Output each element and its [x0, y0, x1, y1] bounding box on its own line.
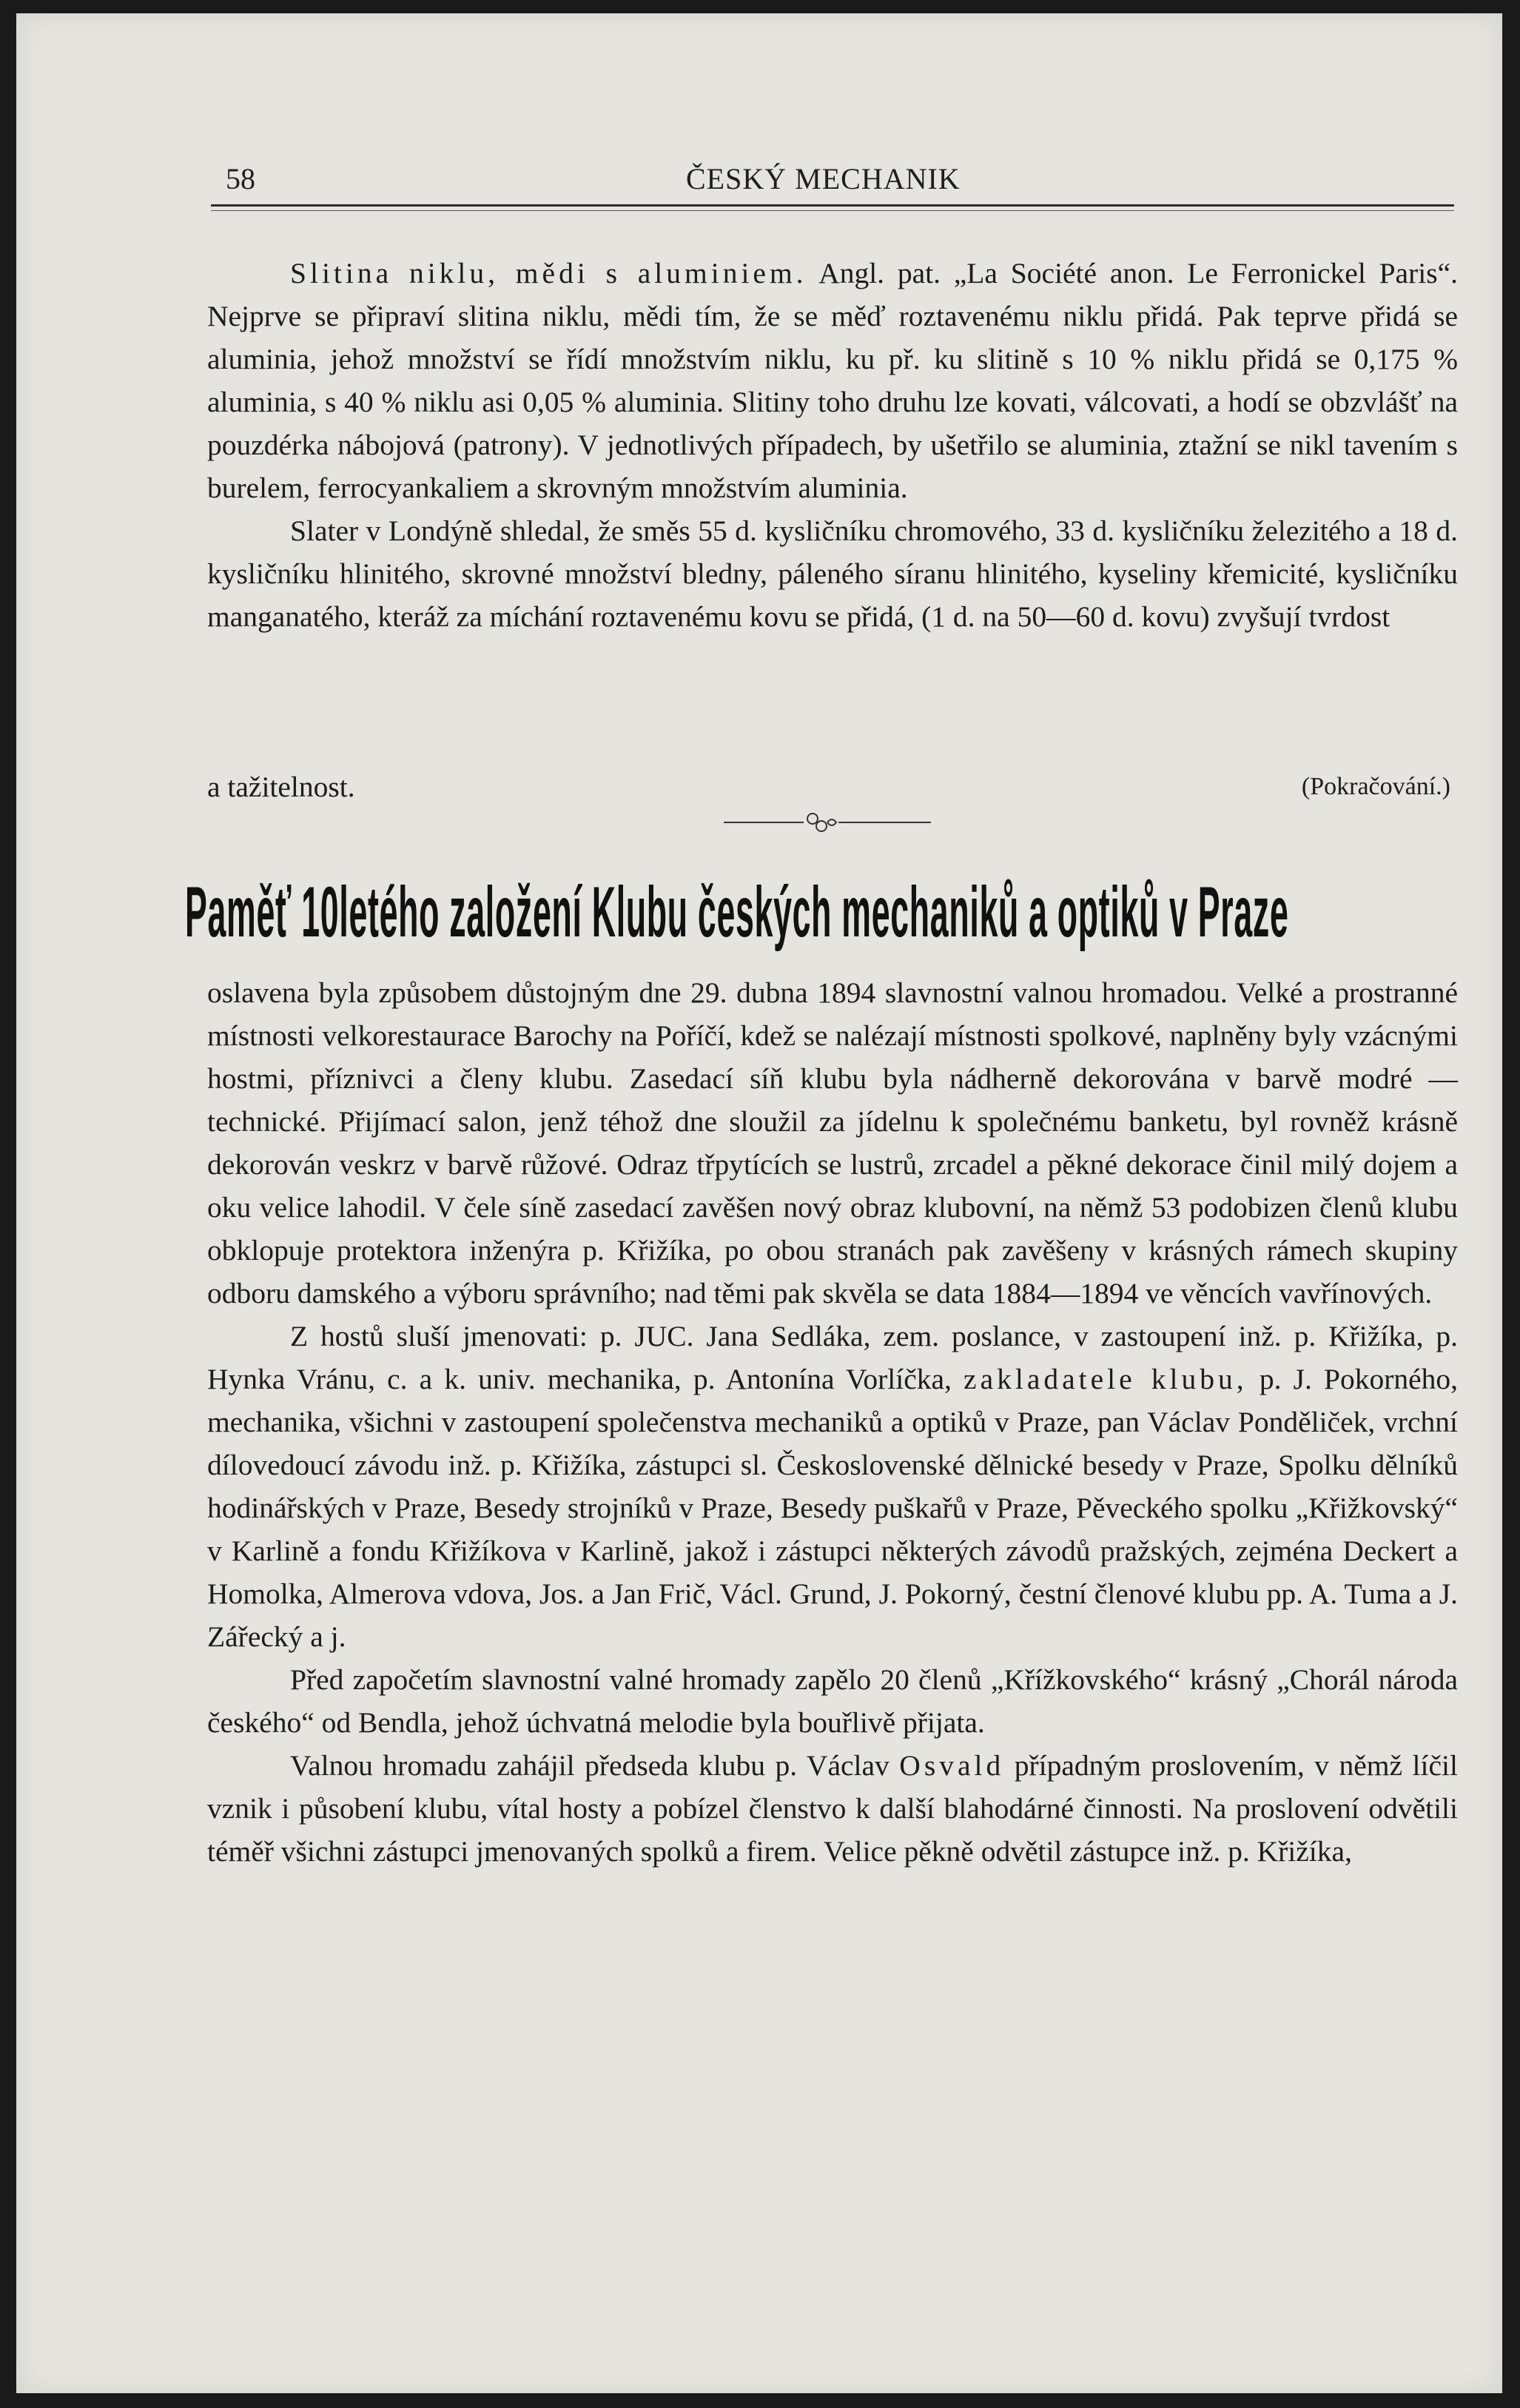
paragraph — [207, 1744, 1458, 1873]
page-number: 58 — [226, 162, 255, 195]
paragraph — [207, 1315, 1458, 1658]
header-rule-thin — [211, 210, 1454, 211]
header-rule-thick — [211, 204, 1454, 207]
paragraph-text: Valnou hromadu zahájil předseda klubu p. Václav — [290, 1749, 900, 1782]
spaced-text: zakladatele klubu, — [964, 1363, 1248, 1395]
spaced-lead: Slitina niklu, mědi s aluminiem. — [290, 257, 807, 289]
paragraph-last-line: a tažitelnost. — [207, 771, 355, 803]
paragraph-text: p. J. Pokorného, mechanika, všichni v zastoupení společenstva mechaniků a optiků v Praze, pan Václav Ponděliček, vrchní dílovedoucí závodu inž. p. Křižíka, zástupci sl. Československé dělnické besedy v Praze, Spolku dělníků hodinářských v Praze, Besedy strojníků v Praze, Besedy puškařů v Praze, Pěveckého spolku „Křižkovský“ v Karlině a fondu Křižíkova v Karlině, jakož i zástupci některých závodů pražských, zejména Deckert a Homolka, Almerova vdova, Jos. a Jan Frič, Václ. Grund, J. Pokorný, čestní členové klubu pp. A. Tuma a J. Zářecký a j. — [207, 1363, 1459, 1653]
paragraph: Slater v Londýně shledal, že směs 55 d. kysličníku chromového, 33 d. kysličníku železitého a 18 d. kysličníku hlinitého, skrovné množství bledny, páleného síranu hlinitého, kyseliny křemicité, kysličníku manganatého, kteráž za míchání roztavenému kovu se přidá, (1 d. na 50—60 d. kovu) zvyšují tvrdost — [207, 514, 1458, 633]
paragraph-text: případným proslovením, v němž líčil vznik i působení klubu, vítal hosty a pobízel členstvo k další blahodárné činnosti. Na proslovení odvětili téměř všichni zástupci jmenovaných spolků a firem. Velice pěkně odvětil zástupce inž. p. Křižíka, — [207, 1749, 1458, 1868]
continued-note: (Pokračování.) — [1301, 773, 1450, 800]
journal-title: ČESKÝ MECHANIK — [686, 162, 961, 195]
paragraph — [207, 252, 1458, 509]
paragraph-text: Angl. pat. „La Société anon. Le Ferronickel Paris“. Nejprve se připraví slitina niklu, mědi tím, že se měď roztavenému niklu přidá. Pak teprve přidá se aluminia, jehož množství se řídí množstvím niklu, ku př. ku slitině s 10 % niklu přidá se 0,175 % aluminia, s 40 % niklu asi 0,05 % aluminia. Slitiny toho druhu lze kovati, válcovati, a hodí se obzvlášť na pouzdérka nábojová (patrony). V jednotlivých případech, by ušetřilo se aluminia, ztažní se nikl tavením s burelem, ferrocyankaliem a skrovným množstvím aluminia. — [207, 257, 1458, 504]
article-club-anniversary — [207, 971, 1458, 1873]
paragraph-text: Z hostů sluší jmenovati: p. JUC. Jana Sedláka, zem. poslance, v zastoupení inž. p. Křižíka, p. Hynka Vránu, c. a k. univ. mechanika, p. Antonína Vorlíčka, — [207, 1320, 1458, 1395]
paragraph: Před započetím slavnostní valné hromady zapělo 20 členů „Křížkovského“ krásný „Chorál národa českého“ od Bendla, jehož úchvatná melodie byla bouřlivě přijata. — [207, 1663, 1458, 1739]
page-header — [211, 161, 1454, 198]
spaced-name: Osvald — [899, 1749, 1005, 1782]
article-heading — [185, 872, 1480, 953]
section-divider-ornament — [724, 804, 931, 841]
heading-text: Paměť 10letého založení Klubu českých mechaniků a optiků v Praze — [185, 873, 1289, 953]
paragraph: oslavena byla způsobem důstojným dne 29. dubna 1894 slavnostní valnou hromadou. Velké a prostranné místnosti velkorestaurace Barochy na Poříčí, kdež se nalézají místnosti spolkové, naplněny byly vzácnými hostmi, příznivci a členy klubu. Zasedací síň klubu byla nádherně dekorována v barvě modré — technické. Přijímací salon, jenž téhož dne sloužil za jídelnu k společnému banketu, byl rovněž krásně dekorován veskrz v barvě růžové. Odraz třpytících se lustrů, zrcadel a pěkné dekorace činil milý dojem a oku velice lahodil. V čele síně zasedací zavěšen nový obraz klubovní, na němž 53 podobizen členů klubu obklopuje protektora inženýra p. Křižíka, po obou stranách pak zavěšeny v krásných rámech skupiny odboru damského a výboru správního; nad těmi pak skvěla se data 1884—1894 ve věncích vavřínových. — [207, 976, 1458, 1309]
article-alloy — [207, 252, 1458, 638]
